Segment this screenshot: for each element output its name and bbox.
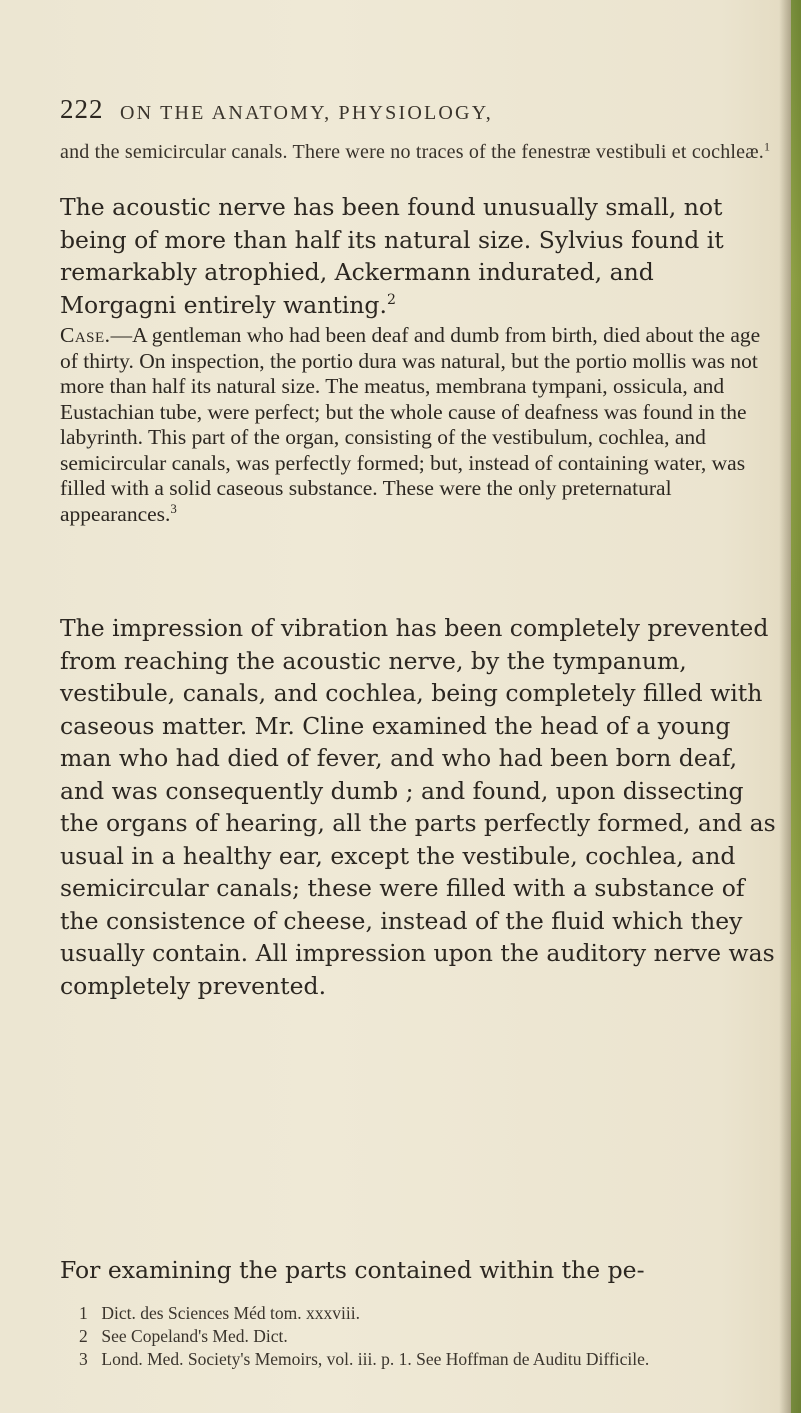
page-header (60, 94, 760, 134)
footnote-3 (60, 1348, 776, 1371)
paragraph-4-text: The impression of vibration has been completely prevented from reaching the acoustic nerve, by the tympanum, vestibule, canals, and cochlea, being completely filled with caseous matter. Mr. Cline examined the head of a young man who had died of fever, and who had been born deaf, and was consequently dumb ; and found, upon dissecting the organs of hearing, all the parts perfectly formed, and as usual in a healthy ear, except the vestibule, cochlea, and semicircular canals; these were filled with a substance of the consistence of cheese, instead of the fluid which they usually contain. All impression upon the auditory nerve was completely prevented. (60, 614, 776, 1000)
paragraph-3 (60, 323, 776, 527)
footnote-text: Dict. des Sciences Méd tom. xxxviii. (101, 1303, 360, 1323)
running-head: ON THE ANATOMY, PHYSIOLOGY, (120, 102, 493, 124)
paragraph-2-text: The acoustic nerve has been found unusually small, not being of more than half its natural size. Sylvius found it remarkably atrophied, Ackermann indurated, and Morgagni entirely wanting. (60, 193, 724, 319)
paragraph-1-text: and the semicircular canals. There were no traces of the fenestræ vestibuli et cochleæ. (60, 141, 764, 163)
paragraph-1 (60, 141, 776, 164)
footnote-text: See Copeland's Med. Dict. (101, 1326, 288, 1346)
footnote-1 (60, 1302, 776, 1325)
footnote-ref-2: 2 (386, 291, 396, 308)
footnotes (60, 1302, 776, 1371)
footnote-number: 2 (79, 1326, 88, 1346)
paragraph-3-text: —A gentleman who had been deaf and dumb from birth, died about the age of thirty. On inspection, the portio dura was natural, but the portio mollis was not more than half its natural size. The meatus, membrana tympani, ossicula, and Eustachian tube, were perfect; but the whole cause of deafness was found in the labyrinth. This part of the organ, consisting of the vestibulum, cochlea, and semicircular canals, was perfectly formed; but, instead of containing water, was filled with a solid caseous substance. These were the only preternatural appearances. (60, 323, 761, 526)
page-edge-binding (791, 0, 801, 1413)
paragraph-5 (60, 1254, 776, 1287)
case-heading: Case. (60, 323, 111, 347)
paragraph-5-text: For examining the parts contained within the pe- (60, 1256, 645, 1284)
page-number: 222 (60, 94, 104, 124)
footnote-text: Lond. Med. Society's Memoirs, vol. iii. p. 1. See Hoffman de Auditu Difficile. (101, 1349, 650, 1369)
footnote-number: 1 (79, 1303, 88, 1323)
footnote-ref-3: 3 (170, 501, 177, 516)
footnote-ref-1: 1 (763, 139, 771, 154)
footnote-2 (60, 1325, 776, 1348)
footnote-number: 3 (79, 1349, 88, 1369)
paragraph-2 (60, 191, 776, 321)
paragraph-4 (60, 612, 776, 1002)
